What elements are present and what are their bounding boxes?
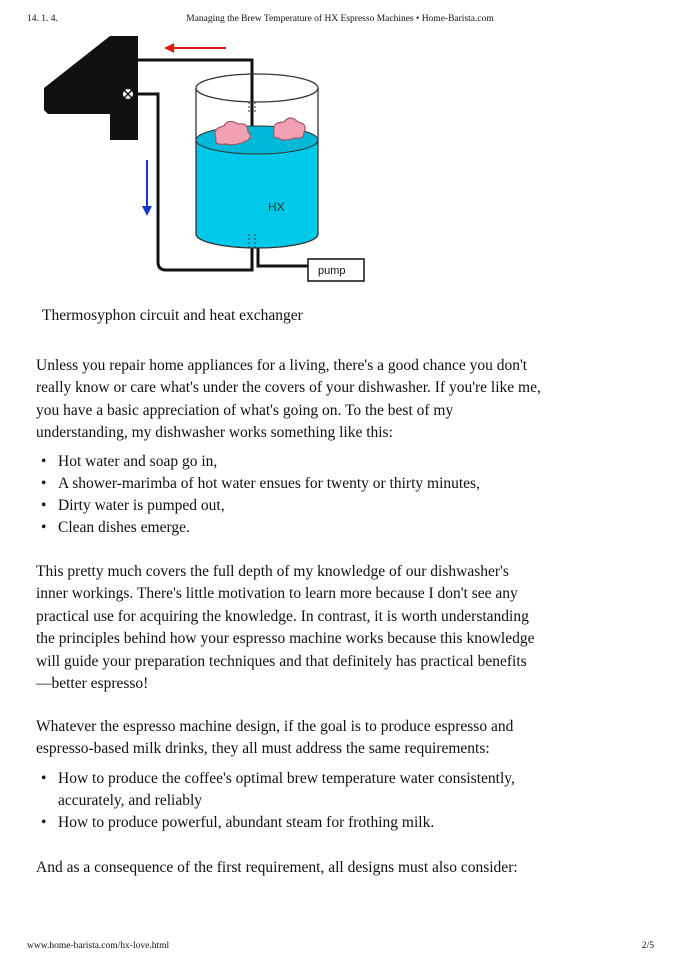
list-item <box>36 812 596 834</box>
list-item <box>36 768 596 812</box>
text-line: the principles behind how your espresso machine works because this knowledge <box>36 630 535 648</box>
blue-arrow-icon <box>142 160 152 216</box>
list-item: • Dirty water is pumped out, <box>36 495 596 517</box>
list-item: • Clean dishes emerge. <box>36 517 596 539</box>
text-line: practical use for acquiring the knowledge. In contrast, it is worth understanding <box>36 607 529 625</box>
text-line: understanding, my dishwasher works something like this: <box>36 424 393 442</box>
boiler-water <box>196 140 318 248</box>
text-line: And as a consequence of the first requirement, all designs must also consider: <box>36 859 518 876</box>
text-line: accurately, and reliably <box>58 792 203 809</box>
requirements-list <box>36 768 596 834</box>
text-line: How to produce powerful, abundant steam for frothing milk. <box>58 814 435 831</box>
text-line: really know or care what's under the covers of your dishwasher. If you're like me, <box>36 379 541 397</box>
text-line: inner workings. There's little motivation to learn more because I don't see any <box>36 585 518 603</box>
red-arrow-icon <box>164 43 226 53</box>
header-date: 14. 1. 4. <box>27 14 58 24</box>
text-line: will guide your preparation techniques and that definitely has practical benefits <box>36 652 527 670</box>
text-line: Unless you repair home appliances for a living, there's a good chance you don't <box>36 357 528 374</box>
text-line: —better espresso! <box>36 675 149 693</box>
list-item: • A shower-marimba of hot water ensues for twenty or thirty minutes, <box>36 473 596 495</box>
text-line: you have a basic appreciation of what's going on. To the best of my <box>36 401 454 419</box>
footer-page-number: 2/5 <box>641 941 654 951</box>
text-line: Whatever the espresso machine design, if the goal is to produce espresso and <box>36 718 514 735</box>
dishwasher-list <box>36 451 596 539</box>
figure-caption: Thermosyphon circuit and heat exchanger <box>42 307 303 324</box>
thermosyphon-diagram <box>40 30 380 290</box>
text-line: This pretty much covers the full depth of my knowledge of our dishwasher's <box>36 563 509 580</box>
paragraph-1 <box>36 355 596 445</box>
pump-label: pump <box>318 265 346 277</box>
footer-url: www.home-barista.com/hx-love.html <box>27 941 170 951</box>
paragraph-2 <box>36 561 596 695</box>
header-title: Managing the Brew Temperature of HX Espresso Machines • Home-Barista.com <box>186 14 494 24</box>
text-line: espresso-based milk drinks, they all must address the same requirements: <box>36 740 490 758</box>
list-item: • Hot water and soap go in, <box>36 451 596 473</box>
group-head-block <box>44 36 138 140</box>
paragraph-4 <box>36 857 596 879</box>
text-line: How to produce the coffee's optimal brew temperature water consistently, <box>58 770 515 787</box>
hx-label: HX <box>268 200 285 214</box>
paragraph-3 <box>36 716 596 761</box>
